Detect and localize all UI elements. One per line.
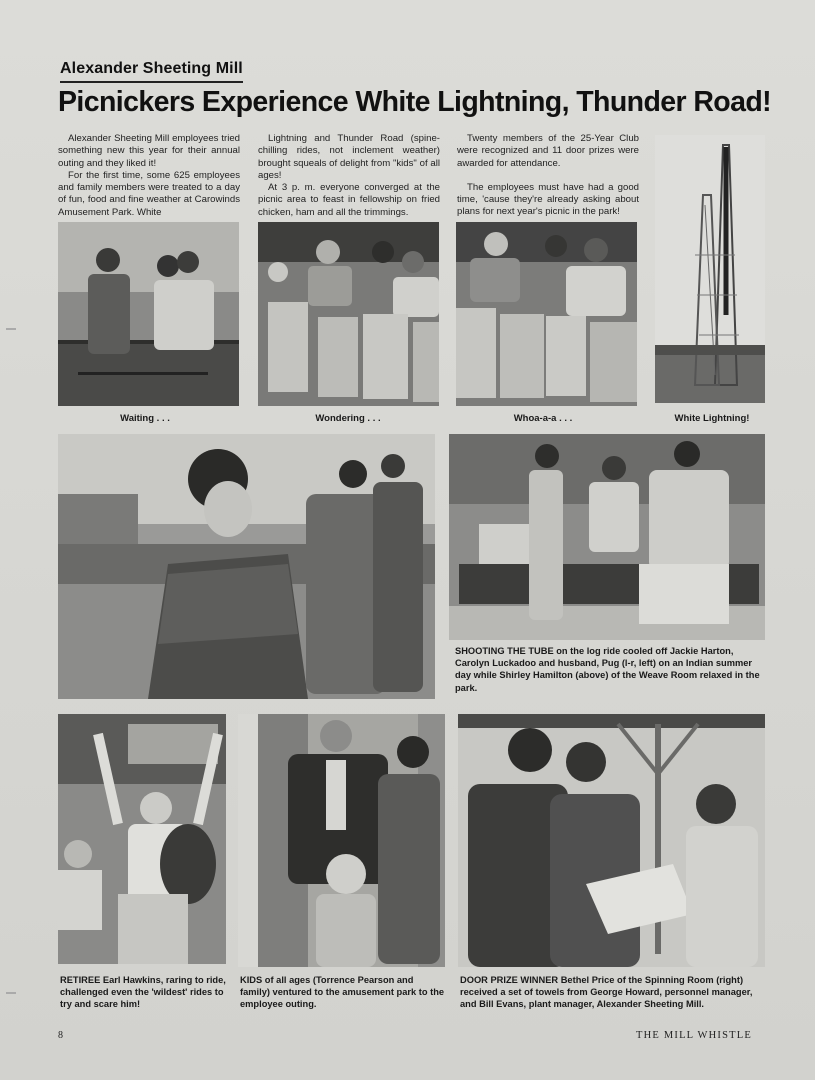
article-column-1 (58, 133, 240, 219)
headline: Picnickers Experience White Lightning, Thunder Road! (58, 86, 772, 118)
article-paragraph: The employees must have had a good time, 'cause they're already asking about plans for next year's picnic in the park! (457, 181, 639, 218)
punch-mark (6, 328, 16, 330)
photo-whoa (456, 222, 637, 406)
caption-white-lightning: White Lightning! (674, 413, 750, 424)
section-kicker: Alexander Sheeting Mill (60, 60, 243, 83)
photo-retiree (58, 714, 226, 964)
photo-wondering (258, 222, 439, 406)
caption-log-ride: SHOOTING THE TUBE on the log ride cooled off Jackie Harton, Carolyn Luckadoo and husband, Pug (l-r, left) on an Indian summer day while Shirley Hamilton (above) of the Weave Room relaxed in the park. (455, 646, 760, 693)
photo-door-prize (458, 714, 765, 967)
photo-waiting (58, 222, 239, 406)
caption-wondering: Wondering . . . (315, 413, 381, 424)
caption-kids: KIDS of all ages (Torrence Pearson and family) ventured to the amusement park to the employee outing. (240, 975, 445, 1010)
article-paragraph: Alexander Sheeting Mill employees tried something new this year for their annual outing and they liked it! (58, 133, 240, 169)
article-paragraph: Twenty members of the 25-Year Club were recognized and 11 door prizes were awarded for attendance. (457, 133, 639, 169)
publication-name: THE MILL WHISTLE (636, 1030, 753, 1041)
article-paragraph: Lightning and Thunder Road (spine-chilling rides, not inclement weather) brought squeals of delight from "kids" of all ages! (258, 133, 440, 181)
photo-shirley-hamilton (58, 434, 435, 699)
punch-mark (6, 992, 16, 994)
article-paragraph: At 3 p. m. everyone converged at the picnic area to feast in fellowship on fried chicken, ham and all the trimmings. (258, 182, 440, 218)
article-column-3 (457, 133, 639, 219)
article-paragraph: For the first time, some 625 employees and family members were treated to a day of fun, food and fine weather at Carowinds Amusement Park. White (58, 169, 240, 218)
caption-whoa: Whoa-a-a . . . (513, 413, 573, 424)
article-column-2 (258, 133, 440, 219)
photo-white-lightning (655, 135, 765, 403)
caption-door-prize: DOOR PRIZE WINNER Bethel Price of the Spinning Room (right) received a set of towels from George Howard, personnel manager, and Bill Evans, plant manager, Alexander Sheeting Mill. (460, 975, 753, 1010)
photo-log-ride (449, 434, 765, 640)
page-number: 8 (58, 1030, 63, 1041)
caption-waiting: Waiting . . . (120, 413, 170, 424)
caption-retiree: RETIREE Earl Hawkins, raring to ride, challenged even the 'wildest' rides to try and scare him! (60, 975, 226, 1010)
photo-kids (238, 714, 445, 967)
